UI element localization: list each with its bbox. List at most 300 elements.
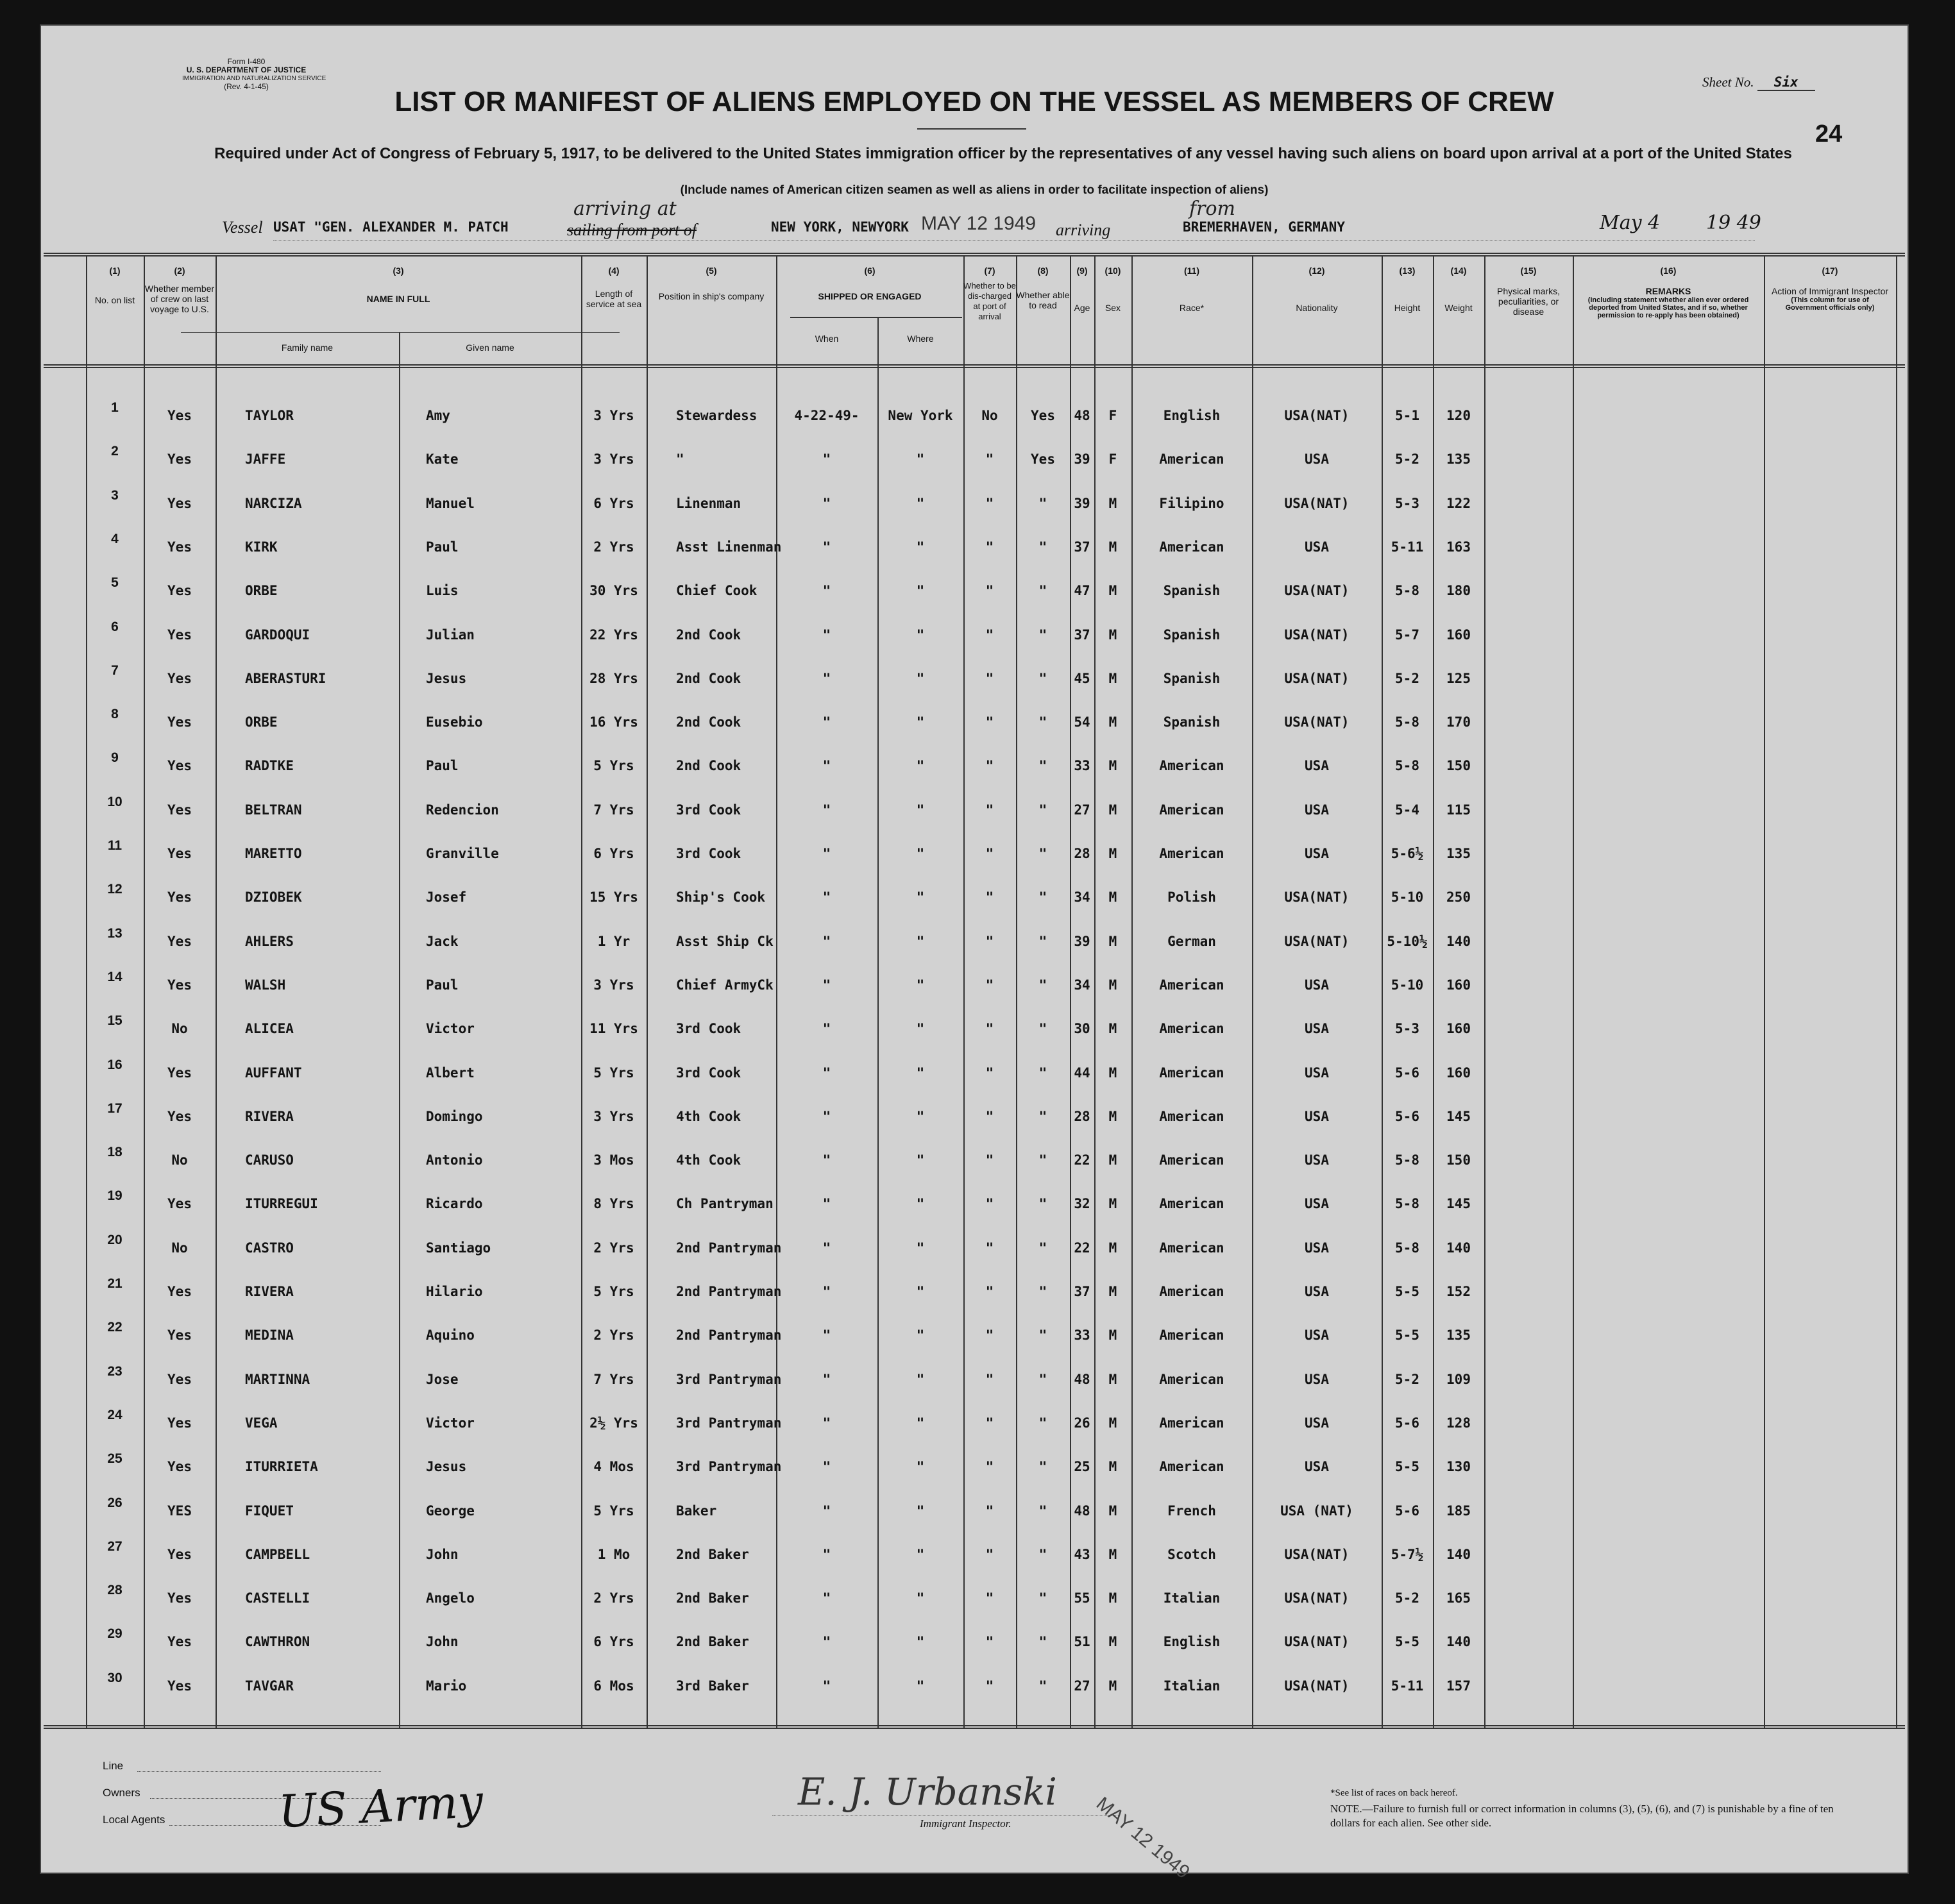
row-number-cell: 19: [107, 1188, 123, 1204]
table-bottom-rule-2: [44, 1728, 1905, 1729]
weight-cell: 160: [1446, 977, 1471, 993]
position-cell: Asst Ship Ck: [676, 933, 774, 949]
height-cell: 5-2: [1395, 670, 1419, 686]
weight-cell: 115: [1446, 802, 1471, 818]
able-to-read-cell: ": [1038, 1196, 1047, 1212]
length-of-service-cell: 7 Yrs: [593, 1371, 634, 1387]
given-name-cell: Santiago: [426, 1240, 491, 1256]
row-number-cell: 6: [111, 619, 119, 634]
race-cell: American: [1159, 539, 1224, 555]
race-cell: American: [1159, 846, 1224, 861]
age-cell: 51: [1074, 1634, 1090, 1650]
col-rule: [1896, 255, 1897, 1728]
col14-num: (14): [1450, 265, 1467, 276]
previous-voyage-cell: Yes: [167, 583, 192, 599]
able-to-read-cell: ": [1038, 977, 1047, 993]
length-of-service-cell: 2½ Yrs: [589, 1415, 638, 1431]
shipped-when-cell: ": [822, 539, 831, 555]
weight-cell: 150: [1446, 758, 1471, 774]
col8-num: (8): [1037, 265, 1049, 276]
sex-cell: F: [1108, 451, 1117, 468]
previous-voyage-cell: Yes: [167, 1590, 192, 1606]
sex-cell: M: [1108, 1678, 1117, 1694]
col5-label: Position in ship's company: [658, 291, 765, 301]
weight-cell: 140: [1446, 1240, 1471, 1256]
col-rule: [647, 255, 648, 1728]
height-cell: 5-2: [1395, 1590, 1419, 1606]
weight-cell: 160: [1446, 1021, 1471, 1037]
shipped-where-cell: ": [916, 933, 925, 949]
col16-header: [1573, 265, 1764, 319]
length-of-service-cell: 5 Yrs: [593, 758, 634, 774]
race-cell: French: [1167, 1503, 1216, 1519]
length-of-service-cell: 28 Yrs: [589, 670, 638, 686]
col14-header: [1433, 265, 1484, 313]
shipped-where-cell: ": [916, 1284, 925, 1299]
position-cell: 3rd Pantryman: [676, 1371, 782, 1387]
shipped-where-header: Where: [907, 333, 934, 344]
height-cell: 5-11: [1391, 1678, 1424, 1694]
height-cell: 5-4: [1395, 802, 1419, 818]
position-cell: 2nd Pantryman: [676, 1240, 782, 1256]
row-number-cell: 17: [107, 1100, 123, 1116]
col8-header: [1016, 265, 1070, 310]
family-name-cell: CASTELLI: [245, 1590, 310, 1606]
shipped-where-cell: ": [916, 1590, 925, 1606]
manifest-page: [40, 24, 1909, 1883]
col1-header: [86, 265, 144, 305]
length-of-service-cell: 3 Mos: [593, 1152, 634, 1168]
family-name-cell: ORBE: [245, 583, 278, 599]
discharged-cell: ": [985, 627, 994, 643]
shipped-where-cell: ": [916, 451, 925, 468]
able-to-read-cell: ": [1038, 1240, 1047, 1256]
sex-cell: M: [1108, 758, 1117, 774]
discharged-cell: ": [985, 977, 994, 993]
port-name: NEW YORK, NEWYORK: [771, 219, 909, 235]
sex-cell: M: [1108, 1546, 1117, 1562]
col1-label: No. on list: [94, 295, 135, 305]
given-name-cell: Victor: [426, 1415, 475, 1431]
col4-label: Length of service at sea: [586, 289, 642, 309]
race-cell: American: [1159, 1240, 1224, 1256]
row-number-cell: 30: [107, 1670, 123, 1685]
age-cell: 33: [1074, 758, 1090, 774]
height-cell: 5-8: [1395, 714, 1419, 730]
document-title: LIST OR MANIFEST OF ALIENS EMPLOYED ON THE VESSEL AS MEMBERS OF CREW: [394, 86, 1554, 117]
family-name-cell: JAFFE: [245, 451, 286, 468]
sex-cell: M: [1108, 714, 1117, 730]
vessel-label: Vessel: [222, 218, 263, 237]
discharged-cell: ": [985, 1634, 994, 1650]
able-to-read-cell: ": [1038, 1459, 1047, 1475]
family-name-cell: KIRK: [245, 539, 278, 555]
position-cell: 2nd Cook: [676, 670, 741, 686]
sex-cell: M: [1108, 889, 1117, 906]
handwritten-arriving-at: arriving at: [573, 198, 677, 220]
previous-voyage-cell: Yes: [167, 802, 192, 818]
row-number-cell: 23: [107, 1363, 123, 1379]
age-cell: 48: [1074, 1371, 1090, 1387]
previous-voyage-cell: Yes: [167, 846, 192, 861]
previous-voyage-cell: Yes: [167, 670, 192, 686]
weight-cell: 130: [1446, 1459, 1471, 1475]
sex-cell: M: [1108, 933, 1117, 949]
position-cell: Ship's Cook: [676, 889, 766, 906]
handwritten-from: from: [1189, 198, 1235, 220]
col12-label: Nationality: [1296, 303, 1338, 313]
inspector-caption: Immigrant Inspector.: [920, 1817, 1011, 1830]
able-to-read-cell: ": [1038, 495, 1047, 511]
position-cell: 3rd Cook: [676, 846, 741, 861]
length-of-service-cell: 2 Yrs: [593, 1590, 634, 1606]
row-number-cell: 3: [111, 487, 119, 503]
sex-cell: M: [1108, 539, 1117, 555]
col16-label: REMARKS: [1645, 286, 1691, 296]
height-cell: 5-6: [1395, 1065, 1419, 1081]
height-cell: 5-3: [1395, 495, 1419, 511]
race-cell: American: [1159, 1371, 1224, 1387]
age-cell: 26: [1074, 1415, 1090, 1431]
sex-cell: M: [1108, 1459, 1117, 1475]
length-of-service-cell: 2 Yrs: [593, 1327, 634, 1344]
given-name-cell: Antonio: [426, 1152, 483, 1168]
race-cell: Italian: [1163, 1678, 1221, 1694]
col4-num: (4): [608, 265, 620, 276]
previous-voyage-cell: Yes: [167, 1546, 192, 1562]
position-cell: Stewardess: [676, 408, 757, 423]
col17-label: Action of Immigrant Inspector: [1771, 286, 1889, 296]
col6-label: SHIPPED OR ENGAGED: [818, 291, 922, 301]
length-of-service-cell: 3 Yrs: [593, 1108, 634, 1124]
previous-voyage-cell: Yes: [167, 1371, 192, 1387]
position-cell: 2nd Pantryman: [676, 1327, 782, 1344]
discharged-cell: ": [985, 1546, 994, 1562]
shipped-where-cell: ": [916, 1546, 925, 1562]
nationality-cell: USA: [1305, 1108, 1329, 1124]
height-cell: 5-8: [1395, 583, 1419, 599]
height-cell: 5-3: [1395, 1021, 1419, 1037]
position-cell: 2nd Baker: [676, 1590, 749, 1606]
nationality-cell: USA(NAT): [1284, 1634, 1350, 1650]
weight-cell: 145: [1446, 1108, 1471, 1124]
family-name-cell: MARTINNA: [245, 1371, 310, 1387]
height-cell: 5-10½: [1387, 933, 1428, 949]
previous-voyage-cell: Yes: [167, 408, 192, 423]
shipped-where-cell: ": [916, 758, 925, 774]
col-rule: [216, 255, 217, 1728]
length-of-service-cell: 5 Yrs: [593, 1503, 634, 1519]
weight-cell: 163: [1446, 539, 1471, 555]
discharged-cell: ": [985, 1415, 994, 1431]
length-of-service-cell: 15 Yrs: [589, 889, 638, 906]
sex-cell: M: [1108, 1021, 1117, 1037]
shipped-when-cell: ": [822, 451, 831, 468]
race-cell: American: [1159, 451, 1224, 468]
family-name-cell: WALSH: [245, 977, 286, 993]
age-cell: 22: [1074, 1152, 1090, 1168]
age-cell: 54: [1074, 714, 1090, 730]
discharged-cell: ": [985, 802, 994, 818]
nationality-cell: USA: [1305, 1021, 1329, 1037]
shipped-where-cell: ": [916, 1415, 925, 1431]
shipped-where-cell: ": [916, 889, 925, 906]
shipped-where-cell: ": [916, 1327, 925, 1344]
col-rule: [1573, 255, 1574, 1728]
age-cell: 45: [1074, 670, 1090, 686]
nationality-cell: USA(NAT): [1284, 408, 1350, 423]
col11-header: [1131, 265, 1252, 313]
shipped-when-cell: ": [822, 1327, 831, 1344]
shipped-where-cell: ": [916, 1634, 925, 1650]
race-cell: English: [1163, 1634, 1221, 1650]
discharged-cell: ": [985, 758, 994, 774]
able-to-read-cell: ": [1038, 627, 1047, 643]
row-number-cell: 12: [107, 882, 123, 897]
given-name-cell: Domingo: [426, 1108, 483, 1124]
col10-label: Sex: [1104, 303, 1121, 313]
position-cell: Chief Cook: [676, 583, 757, 599]
length-of-service-cell: 11 Yrs: [589, 1021, 638, 1037]
form-number: Form I-480: [227, 57, 266, 66]
able-to-read-cell: ": [1038, 889, 1047, 906]
shipped-when-cell: ": [822, 1415, 831, 1431]
given-name-cell: Josef: [426, 889, 467, 906]
weight-cell: 160: [1446, 627, 1471, 643]
row-number-cell: 1: [111, 400, 119, 415]
discharged-cell: ": [985, 1065, 994, 1081]
age-cell: 25: [1074, 1459, 1090, 1475]
height-cell: 5-1: [1395, 408, 1419, 423]
row-number-cell: 7: [111, 662, 119, 678]
weight-cell: 122: [1446, 495, 1471, 511]
col17-sub: (This column for use of Government officials only): [1785, 296, 1875, 312]
position-cell: 3rd Cook: [676, 1065, 741, 1081]
height-cell: 5-5: [1395, 1634, 1419, 1650]
shipped-where-cell: ": [916, 1371, 925, 1387]
shipped-when-cell: ": [822, 1108, 831, 1124]
col9-label: Age: [1074, 303, 1090, 313]
age-cell: 48: [1074, 1503, 1090, 1519]
shipped-when-cell: ": [822, 1678, 831, 1694]
name-subheader-rule: [181, 332, 620, 333]
sex-cell: F: [1108, 408, 1117, 423]
position-cell: 3rd Pantryman: [676, 1415, 782, 1431]
position-cell: 2nd Cook: [676, 627, 741, 643]
able-to-read-cell: ": [1038, 1590, 1047, 1606]
shipped-where-cell: ": [916, 1065, 925, 1081]
departure-year: 19 49: [1706, 212, 1761, 234]
given-name-cell: John: [426, 1546, 459, 1562]
sheet-value: Six: [1757, 74, 1815, 91]
family-name-cell: ORBE: [245, 714, 278, 730]
shipped-where-cell: ": [916, 1196, 925, 1212]
sex-cell: M: [1108, 627, 1117, 643]
previous-voyage-cell: Yes: [167, 1459, 192, 1475]
height-cell: 5-5: [1395, 1284, 1419, 1299]
discharged-cell: ": [985, 1678, 994, 1694]
line-underline: [137, 1771, 381, 1772]
previous-voyage-cell: Yes: [167, 1678, 192, 1694]
age-cell: 34: [1074, 889, 1090, 906]
given-name-cell: Jose: [426, 1371, 459, 1387]
able-to-read-cell: ": [1038, 1327, 1047, 1344]
race-cell: American: [1159, 1108, 1224, 1124]
length-of-service-cell: 3 Yrs: [593, 977, 634, 993]
age-cell: 37: [1074, 627, 1090, 643]
shipped-when-cell: ": [822, 977, 831, 993]
given-name-cell: John: [426, 1634, 459, 1650]
shipped-when-cell: ": [822, 1021, 831, 1037]
nationality-cell: USA: [1305, 1415, 1329, 1431]
col8-label: Whether able to read: [1016, 290, 1070, 310]
able-to-read-cell: ": [1038, 1546, 1047, 1562]
shipped-where-cell: New York: [888, 408, 953, 423]
length-of-service-cell: 6 Mos: [593, 1678, 634, 1694]
row-number-cell: 18: [107, 1145, 123, 1160]
nationality-cell: USA(NAT): [1284, 670, 1350, 686]
length-of-service-cell: 6 Yrs: [593, 846, 634, 861]
shipped-where-cell: ": [916, 627, 925, 643]
able-to-read-cell: ": [1038, 1065, 1047, 1081]
family-name-cell: NARCIZA: [245, 495, 302, 511]
nationality-cell: USA(NAT): [1284, 495, 1350, 511]
weight-cell: 150: [1446, 1152, 1471, 1168]
row-number-cell: 21: [107, 1276, 123, 1291]
discharged-cell: ": [985, 1108, 994, 1124]
age-cell: 32: [1074, 1196, 1090, 1212]
nationality-cell: USA: [1305, 1327, 1329, 1344]
previous-voyage-cell: Yes: [167, 1065, 192, 1081]
previous-voyage-cell: Yes: [167, 758, 192, 774]
family-name-cell: ITURREGUI: [245, 1196, 318, 1212]
height-cell: 5-6: [1395, 1503, 1419, 1519]
sex-cell: M: [1108, 1634, 1117, 1650]
age-cell: 22: [1074, 1240, 1090, 1256]
position-cell: Ch Pantryman: [676, 1196, 774, 1212]
col15-header: [1484, 265, 1573, 317]
shipped-when-cell: ": [822, 1065, 831, 1081]
race-cell: English: [1163, 408, 1221, 423]
shipped-where-cell: ": [916, 670, 925, 686]
family-name-cell: CAMPBELL: [245, 1546, 310, 1562]
col2-header: [144, 265, 216, 314]
row-number-cell: 10: [107, 794, 123, 809]
sex-cell: M: [1108, 1503, 1117, 1519]
weight-cell: 140: [1446, 1546, 1471, 1562]
age-cell: 39: [1074, 495, 1090, 511]
header-bottom-rule-2: [44, 367, 1905, 368]
col-rule: [1484, 255, 1485, 1728]
col3-label: NAME IN FULL: [366, 294, 430, 304]
sex-cell: M: [1108, 1152, 1117, 1168]
line-label: Line: [103, 1760, 124, 1772]
length-of-service-cell: 1 Mo: [597, 1546, 631, 1562]
shipped-where-cell: ": [916, 539, 925, 555]
col13-num: (13): [1399, 265, 1416, 276]
discharged-cell: ": [985, 1284, 994, 1299]
age-cell: 27: [1074, 1678, 1090, 1694]
weight-cell: 165: [1446, 1590, 1471, 1606]
col17-num: (17): [1822, 265, 1838, 276]
family-name-cell: GARDOQUI: [245, 627, 310, 643]
nationality-cell: USA: [1305, 1371, 1329, 1387]
col15-label: Physical marks, peculiarities, or disease: [1496, 286, 1561, 317]
col7-num: (7): [984, 265, 995, 276]
shipped-where-cell: ": [916, 1021, 925, 1037]
given-name-cell: Kate: [426, 451, 459, 468]
weight-cell: 120: [1446, 408, 1471, 423]
weight-cell: 128: [1446, 1415, 1471, 1431]
height-cell: 5-6: [1395, 1415, 1419, 1431]
discharged-cell: ": [985, 933, 994, 949]
position-cell: 2nd Baker: [676, 1546, 749, 1562]
family-name-cell: TAYLOR: [245, 408, 294, 423]
shipped-where-cell: ": [916, 1459, 925, 1475]
row-number-cell: 26: [107, 1495, 123, 1510]
row-number-cell: 11: [107, 838, 123, 853]
row-number-cell: 27: [107, 1538, 123, 1554]
able-to-read-cell: ": [1038, 1108, 1047, 1124]
arrival-stamp: MAY 12 1949: [921, 213, 1037, 234]
weight-cell: 135: [1446, 451, 1471, 468]
position-cell: ": [676, 451, 684, 468]
table-top-rule: [44, 253, 1905, 254]
able-to-read-cell: ": [1038, 1371, 1047, 1387]
nationality-cell: USA(NAT): [1284, 714, 1350, 730]
shipped-when-cell: ": [822, 1503, 831, 1519]
previous-voyage-cell: Yes: [167, 627, 192, 643]
col3-header: [216, 265, 581, 304]
sex-cell: M: [1108, 977, 1117, 993]
weight-cell: 250: [1446, 889, 1471, 906]
col11-label: Race*: [1179, 303, 1205, 313]
service-name: IMMIGRATION AND NATURALIZATION SERVICE: [182, 75, 326, 82]
nationality-cell: USA(NAT): [1284, 1590, 1350, 1606]
row-number-cell: 4: [111, 531, 119, 546]
discharged-cell: ": [985, 1503, 994, 1519]
length-of-service-cell: 22 Yrs: [589, 627, 638, 643]
discharged-cell: ": [985, 1196, 994, 1212]
discharged-cell: ": [985, 714, 994, 730]
nationality-cell: USA(NAT): [1284, 583, 1350, 599]
col5-header: [647, 265, 776, 301]
length-of-service-cell: 4 Mos: [593, 1459, 634, 1475]
able-to-read-cell: ": [1038, 1634, 1047, 1650]
family-name-cell: FIQUET: [245, 1503, 294, 1519]
discharged-cell: No: [981, 408, 998, 423]
sex-cell: M: [1108, 1108, 1117, 1124]
agents-signature: US Army: [277, 1774, 485, 1839]
race-cell: American: [1159, 1021, 1224, 1037]
previous-voyage-cell: Yes: [167, 933, 192, 949]
nationality-cell: USA(NAT): [1284, 627, 1350, 643]
row-number-cell: 13: [107, 925, 123, 941]
col15-num: (15): [1520, 265, 1537, 276]
sex-cell: M: [1108, 670, 1117, 686]
row-number-cell: 29: [107, 1626, 123, 1642]
position-cell: 3rd Baker: [676, 1678, 749, 1694]
previous-voyage-cell: Yes: [167, 451, 192, 468]
previous-voyage-cell: Yes: [167, 1415, 192, 1431]
col10-num: (10): [1104, 265, 1121, 276]
age-cell: 55: [1074, 1590, 1090, 1606]
able-to-read-cell: ": [1038, 802, 1047, 818]
race-cell: American: [1159, 1459, 1224, 1475]
shipped-when-cell: ": [822, 670, 831, 686]
shipped-where-cell: ": [916, 495, 925, 511]
shipped-where-cell: ": [916, 1108, 925, 1124]
